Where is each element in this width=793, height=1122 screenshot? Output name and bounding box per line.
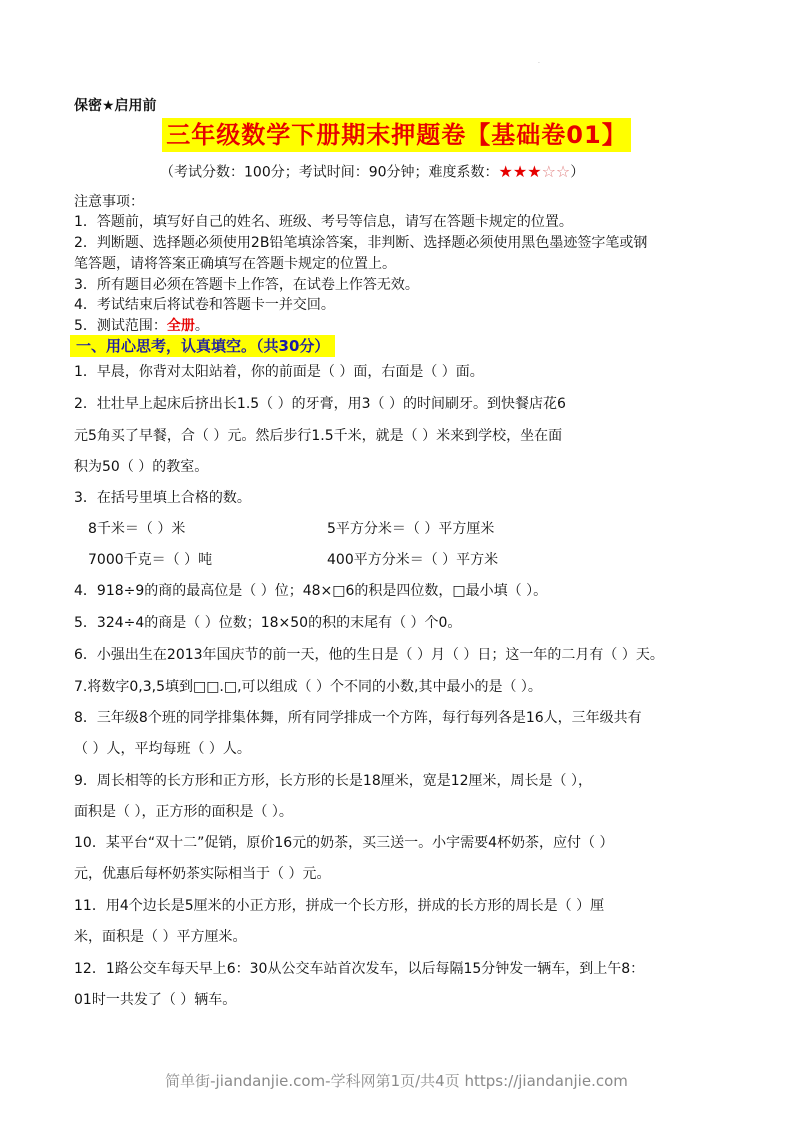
difficulty-stars [499, 162, 571, 183]
question-12-line-2: 01时一共发了（ ）辆车。 [74, 992, 237, 1008]
question-6: 6．小强出生在2013年国庆节的前一天，他的生日是（ ）月（ ）日；这一年的二月有（ ）天。 [74, 647, 664, 663]
question-12-line-1: 12．1路公交车每天早上6：30从公交车站首次发车，以后每隔15分钟发一辆车，到上午8： [74, 961, 645, 977]
question-8-line-1: 8．三年级8个班的同学排集体舞，所有同学排成一个方阵，每行每列各是16人，三年级共有 [74, 710, 642, 726]
question-1: 1．早晨，你背对太阳站着，你的前面是（ ）面，右面是（ ）面。 [74, 364, 484, 380]
note-2a: 2．判断题、选择题必须使用2B铅笔填涂答案，非判断、选择题必须使用黑色墨迹签字笔或钢 [74, 235, 648, 251]
confidential-label: 保密★启用前 [74, 98, 157, 114]
note-5-prefix: 5．测试范围： [74, 318, 167, 334]
question-2-line-1: 2．壮壮早上起床后挤出长1.5（ ）的牙膏，用3（ ）的时间刷牙。到快餐店花6 [74, 396, 566, 412]
question-9-line-1: 9．周长相等的长方形和正方形，长方形的长是18厘米，宽是12厘米，周长是（ ）， [74, 773, 592, 789]
note-5-suffix: 。 [194, 318, 209, 334]
section-1-heading: 一、用心思考，认真填空。（共30分） [70, 335, 335, 357]
exam-info-text: （考试分数：100分；考试时间：90分钟；难度系数： [160, 164, 499, 181]
question-3-item-1: 8千米＝（ ）米 [88, 521, 186, 537]
page-footer: 简单街-jiandanjie.com-学科网第1页/共4页 https://jiandanjie.com [165, 1072, 628, 1090]
question-5: 5．324÷4的商是（ ）位数；18×50的积的末尾有（ ）个0。 [74, 615, 462, 631]
question-2-line-2: 元5角买了早餐，合（ ）元。然后步行1.5千米，就是（ ）米来到学校，坐在面 [74, 428, 563, 444]
note-5 [74, 316, 209, 336]
star-empty-icon: ☆ [555, 162, 571, 181]
page-mark: · [538, 60, 540, 67]
note-2b: 笔答题，请将答案正确填写在答题卡规定的位置上。 [74, 256, 396, 272]
star-filled-icon: ★ [512, 162, 528, 181]
question-11-line-2: 米，面积是（ ）平方厘米。 [74, 929, 247, 945]
note-5-range: 全册 [166, 318, 195, 334]
question-3-item-2: 5平方分米＝（ ）平方厘米 [327, 521, 495, 537]
question-2-line-3: 积为50（ ）的教室。 [74, 459, 209, 475]
question-10-line-1: 10．某平台“双十二”促销，原价16元的奶茶，买三送一。小宇需要4杯奶茶，应付（ ） [74, 835, 614, 851]
question-9-line-2: 面积是（ ），正方形的面积是（ ）。 [74, 804, 293, 820]
star-filled-icon: ★ [498, 162, 513, 181]
question-7: 7.将数字0,3,5填到□□.□,可以组成（ ）个不同的小数,其中最小的是（ ）。 [74, 679, 542, 695]
exam-info-close: ） [570, 164, 585, 181]
question-8-line-2: （ ）人，平均每班（ ）人。 [74, 741, 251, 757]
exam-info [160, 162, 584, 183]
notes-heading: 注意事项： [74, 194, 144, 210]
question-10-line-2: 元，优惠后每杯奶茶实际相当于（ ）元。 [74, 866, 331, 882]
note-4: 4．考试结束后将试卷和答题卡一并交回。 [74, 297, 335, 313]
question-3-item-3: 7000千克＝（ ）吨 [88, 552, 213, 568]
question-3: 3．在括号里填上合格的数。 [74, 490, 251, 506]
star-empty-icon: ☆ [541, 162, 556, 181]
question-3-item-4: 400平方分米＝（ ）平方米 [327, 552, 499, 568]
note-3: 3．所有题目必须在答题卡上作答，在试卷上作答无效。 [74, 277, 419, 293]
question-4: 4．918÷9的商的最高位是（ ）位；48×□6的积是四位数，□最小填（ ）。 [74, 583, 548, 599]
page-title: 三年级数学下册期末押题卷【基础卷01】 [162, 118, 630, 152]
star-filled-icon: ★ [527, 162, 542, 181]
question-11-line-1: 11．用4个边长是5厘米的小正方形，拼成一个长方形，拼成的长方形的周长是（ ）厘 [74, 898, 605, 914]
note-1: 1．答题前，填写好自己的姓名、班级、考号等信息，请写在答题卡规定的位置。 [74, 214, 573, 230]
title-area [0, 118, 793, 152]
